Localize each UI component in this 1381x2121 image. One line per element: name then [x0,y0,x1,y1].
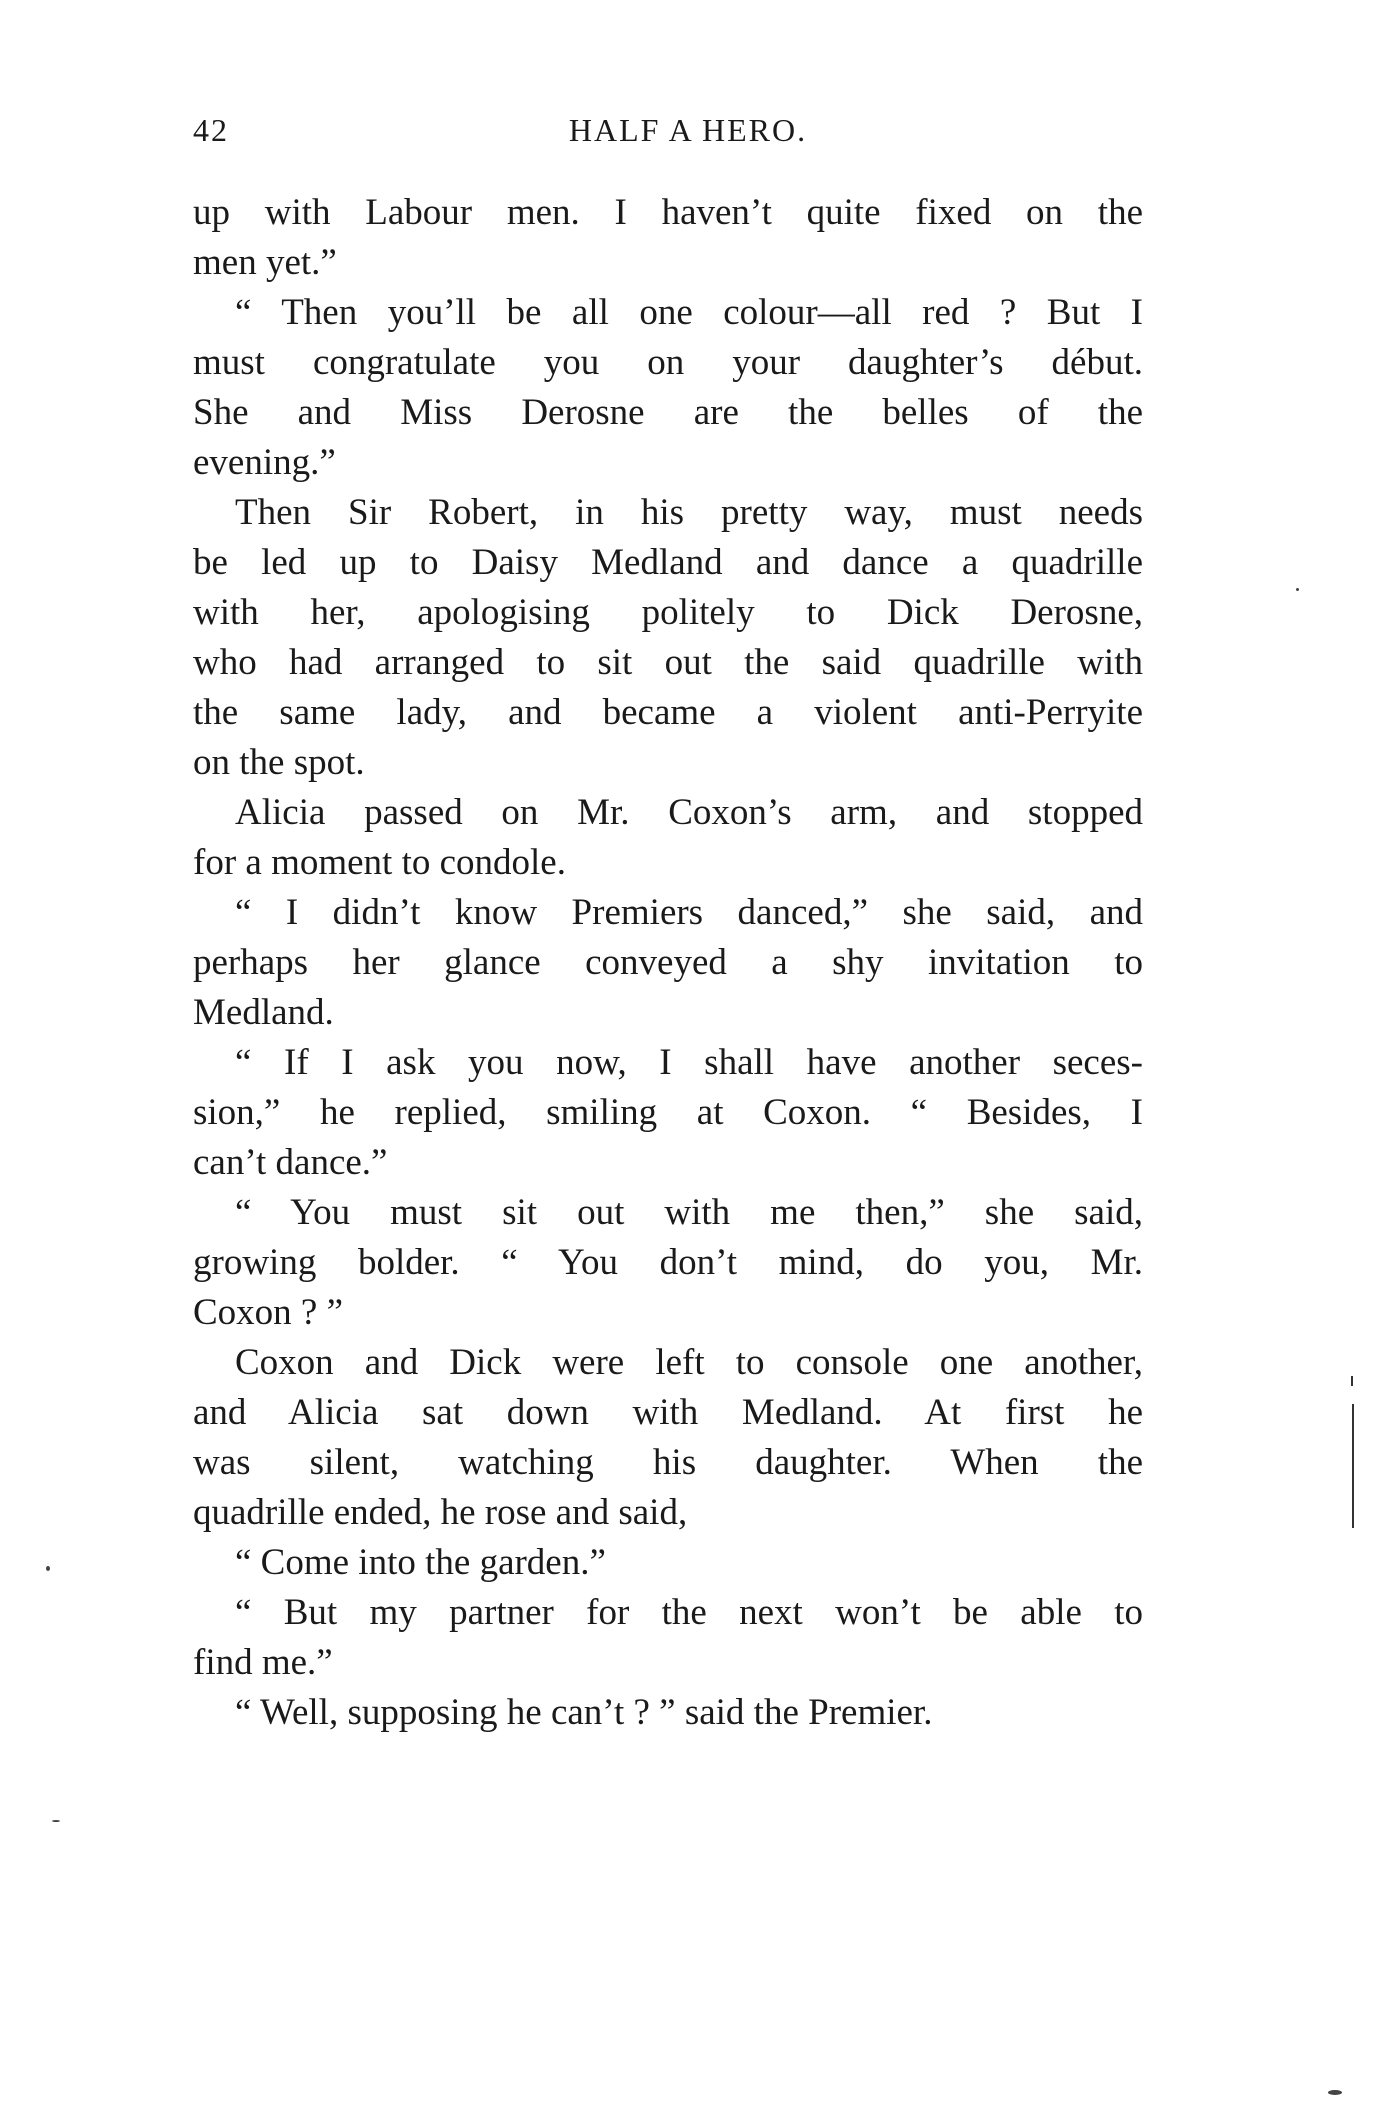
scan-mark [1351,1376,1353,1386]
text-line: “ You must sit out with me then,” she said, [235,1192,1143,1233]
text-line: the same lady, and became a violent anti-Perryite [193,692,1143,733]
text-line: be led up to Daisy Medland and dance a quadrille [193,542,1143,583]
body-text [193,188,1143,1738]
scan-speck [46,1566,50,1571]
page-number: 42 [193,112,229,148]
text-line: up with Labour men. I haven’t quite fixed on the [193,192,1143,233]
text-line: perhaps her glance conveyed a shy invitation to [193,942,1143,983]
scan-speck [1296,588,1299,591]
text-line: Then Sir Robert, in his pretty way, must needs [235,492,1143,533]
text-line: “ Come into the garden.” [235,1542,606,1583]
text-line: “ Well, supposing he can’t ? ” said the Premier. [235,1692,933,1733]
scan-mark [1352,1404,1354,1528]
scan-speck [1328,2090,1342,2095]
text-line: Coxon ? ” [193,1292,344,1333]
scan-speck [52,1820,60,1822]
text-line: “ But my partner for the next won’t be able to [235,1592,1143,1633]
text-line: “ I didn’t know Premiers danced,” she said, and [235,892,1143,933]
text-line: must congratulate you on your daughter’s début. [193,342,1143,383]
text-line: She and Miss Derosne are the belles of the [193,392,1143,433]
text-line: for a moment to condole. [193,842,566,883]
text-line: with her, apologising politely to Dick Derosne, [193,592,1143,633]
text-line: on the spot. [193,742,365,783]
text-line: “ Then you’ll be all one colour—all red ? But I [235,292,1143,333]
text-line: Alicia passed on Mr. Coxon’s arm, and stopped [235,792,1143,833]
text-line: Medland. [193,992,334,1033]
text-line: was silent, watching his daughter. When the [193,1442,1143,1483]
running-head [193,112,1143,164]
text-line: men yet.” [193,242,337,283]
text-line: growing bolder. “ You don’t mind, do you, Mr. [193,1242,1143,1283]
text-line: find me.” [193,1642,333,1683]
running-title: HALF A HERO. [568,112,808,148]
text-line: sion,” he replied, smiling at Coxon. “ Besides, I [193,1092,1143,1133]
text-line: evening.” [193,442,336,483]
text-line: who had arranged to sit out the said quadrille with [193,642,1143,683]
text-line: quadrille ended, he rose and said, [193,1492,688,1533]
text-line: and Alicia sat down with Medland. At first he [193,1392,1143,1433]
text-line: Coxon and Dick were left to console one another, [235,1342,1143,1383]
text-line: “ If I ask you now, I shall have another seces- [235,1042,1143,1083]
text-line: can’t dance.” [193,1142,388,1183]
